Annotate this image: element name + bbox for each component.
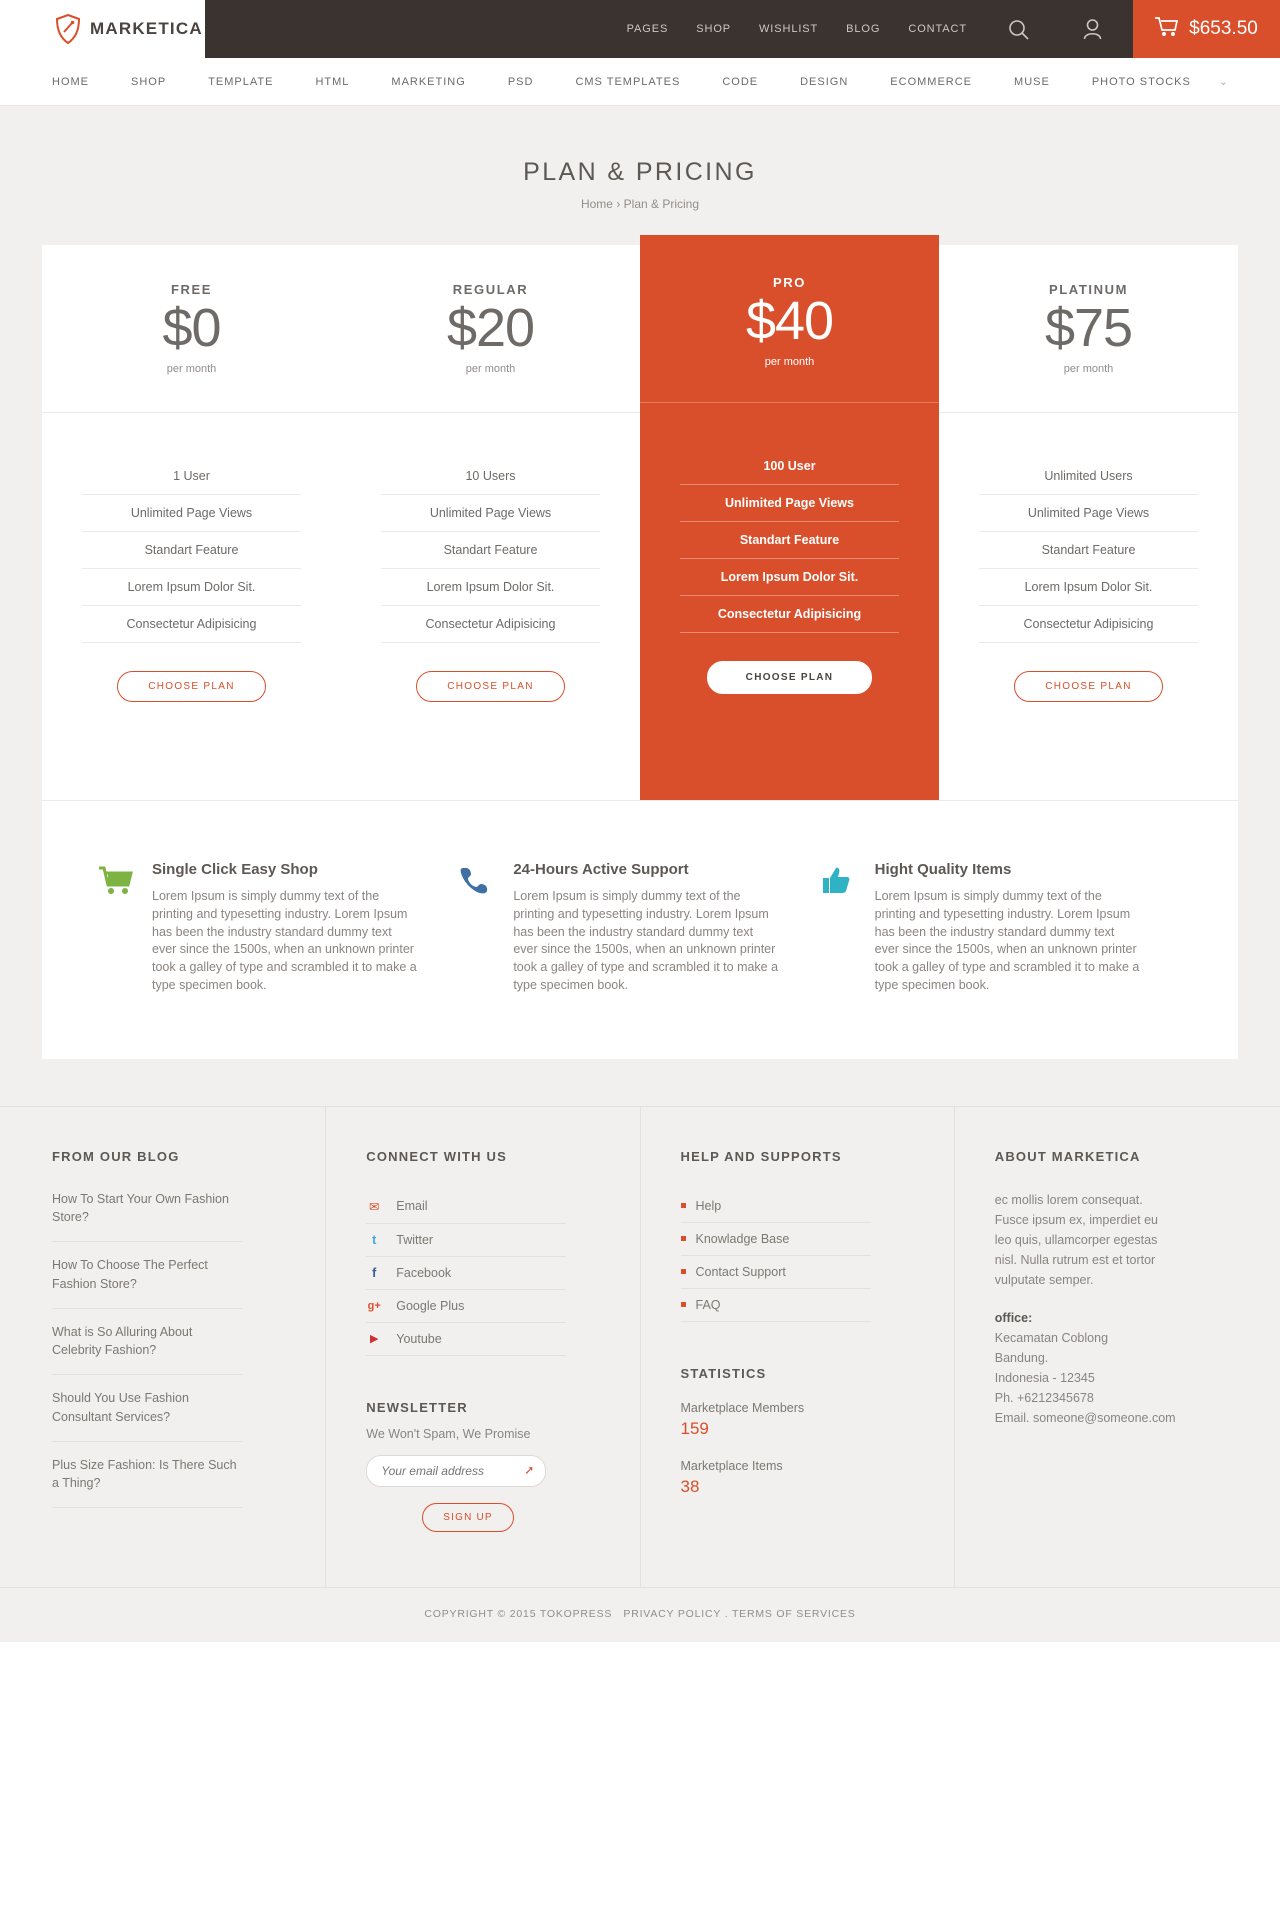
copyright-bar (0, 1587, 1280, 1642)
topnav-item-pages[interactable]: PAGES (626, 23, 669, 35)
plan-feature: Unlimited Page Views (979, 495, 1198, 532)
newsletter-title: NEWSLETTER (366, 1399, 468, 1415)
plan-period: per month (465, 363, 516, 375)
bullet-icon (681, 1203, 686, 1208)
plan-feature: Lorem Ipsum Dolor Sit. (82, 569, 301, 606)
feature-title: Single Click Easy Shop (152, 861, 318, 878)
about-text: ec mollis lorem consequat. Fusce ipsum ex, imperdiet eu leo quis, ullamcorper egestas nisl. Nulla rutrum est et tortor vulputate semper. (994, 1192, 1159, 1287)
content-area (0, 245, 1280, 1106)
social-link-youtube[interactable] (366, 1323, 566, 1356)
copyright-separator: . (724, 1607, 729, 1620)
nav-item-marketing[interactable]: MARKETING (391, 75, 466, 88)
site-footer (0, 1106, 1280, 1587)
stat-value-items: 38 (680, 1476, 700, 1496)
choose-plan-button-platinum[interactable]: CHOOSE PLAN (1014, 671, 1163, 702)
thumbs-up-icon (821, 861, 857, 995)
phone-icon (459, 861, 495, 995)
choose-plan-button-pro[interactable]: CHOOSE PLAN (707, 661, 873, 694)
cart-total: $653.50 (1189, 18, 1258, 39)
feature-text: Lorem Ipsum is simply dummy text of the printing and typesetting industry. Lorem Ipsum has been the industry standard dummy text ever since the 1500s, when an unknown printer took a galley of type and scrambled it to make a type specimen book. (513, 889, 779, 992)
choose-plan-button-regular[interactable]: CHOOSE PLAN (416, 671, 565, 702)
pricing-plan-pro (640, 235, 939, 800)
about-office-label: office: (994, 1310, 1033, 1325)
feature-single-click-easy-shop (98, 861, 459, 995)
newsletter-subtitle: We Won't Spam, We Promise (366, 1426, 531, 1441)
plan-feature: Standart Feature (82, 532, 301, 569)
plan-header (939, 245, 1238, 413)
nav-item-ecommerce[interactable]: ECOMMERCE (890, 75, 973, 88)
email-icon: ✉ (369, 1199, 380, 1214)
plan-feature: 100 User (680, 459, 899, 485)
breadcrumb-separator: › (616, 197, 621, 211)
feature-text: Lorem Ipsum is simply dummy text of the printing and typesetting industry. Lorem Ipsum has been the industry standard dummy text ever since the 1500s, when an unknown printer took a galley of type and scrambled it to make a type specimen book. (874, 889, 1140, 992)
social-label: Google Plus (396, 1298, 465, 1313)
logo-text: MARKETICA (90, 19, 203, 38)
nav-item-muse[interactable]: MUSE (1014, 75, 1050, 88)
twitter-icon: t (372, 1232, 377, 1247)
newsletter-signup-button[interactable]: SIGN UP (422, 1503, 514, 1532)
plan-period: per month (166, 363, 217, 375)
about-office-block (995, 1308, 1228, 1428)
statistics-title: STATISTICS (680, 1365, 767, 1381)
plan-feature: Lorem Ipsum Dolor Sit. (979, 569, 1198, 606)
social-link-email[interactable] (366, 1190, 566, 1224)
page-title: PLAN & PRICING (523, 158, 757, 186)
footer-blog-title: FROM OUR BLOG (52, 1148, 180, 1164)
plan-header (640, 235, 939, 403)
copyright-text: COPYRIGHT © 2015 TOKOPRESS (424, 1607, 613, 1620)
shopping-cart-icon (98, 861, 134, 995)
feature-text: Lorem Ipsum is simply dummy text of the printing and typesetting industry. Lorem Ipsum has been the industry standard dummy text ever since the 1500s, when an unknown printer took a galley of type and scrambled it to make a type specimen book. (152, 889, 417, 992)
search-icon[interactable] (995, 19, 1041, 40)
help-label: Knowladge Base (695, 1231, 790, 1246)
footer-help-column (641, 1107, 955, 1587)
plan-period: per month (764, 356, 815, 368)
topnav-item-wishlist[interactable]: WISHLIST (759, 23, 819, 35)
plan-feature: Lorem Ipsum Dolor Sit. (680, 559, 899, 596)
about-email: Email. someone@someone.com (994, 1410, 1176, 1425)
help-link-knowledge-base[interactable] (681, 1223, 871, 1256)
plan-price: $75 (1044, 298, 1133, 358)
breadcrumb-home[interactable]: Home (580, 197, 613, 211)
social-link-facebook[interactable] (366, 1257, 566, 1290)
footer-connect-column (326, 1107, 640, 1587)
features-section (42, 800, 1238, 1059)
plan-period: per month (1063, 363, 1114, 375)
plan-feature: Standart Feature (680, 522, 899, 559)
youtube-icon: ▶ (370, 1333, 379, 1345)
terms-of-services-link[interactable]: TERMS OF SERVICES (731, 1607, 856, 1620)
plan-feature: Unlimited Page Views (381, 495, 600, 532)
plan-feature: Consectetur Adipisicing (82, 606, 301, 643)
user-account-icon[interactable] (1069, 19, 1115, 40)
bullet-icon (681, 1302, 686, 1307)
chevron-down-icon[interactable]: ⌄ (1218, 76, 1228, 88)
breadcrumb-current: Plan & Pricing (623, 197, 700, 211)
nav-item-photo-stocks[interactable]: PHOTO STOCKS (1091, 75, 1191, 88)
logo[interactable] (0, 0, 205, 58)
nav-item-design[interactable]: DESIGN (800, 75, 849, 88)
bullet-icon (681, 1236, 686, 1241)
plan-title: REGULAR (452, 282, 529, 297)
help-link-faq[interactable] (681, 1289, 871, 1322)
footer-blog-post[interactable]: Plus Size Fashion: Is There Such a Thing? (52, 1456, 242, 1509)
social-label: Facebook (396, 1265, 452, 1280)
choose-plan-button-free[interactable]: CHOOSE PLAN (117, 671, 266, 702)
plan-feature: Unlimited Page Views (82, 495, 301, 532)
nav-item-html[interactable]: HTML (315, 75, 350, 88)
stat-value-members: 159 (680, 1418, 709, 1438)
nav-item-shop[interactable]: SHOP (131, 75, 167, 88)
facebook-icon: f (372, 1265, 377, 1280)
page-header (0, 106, 1280, 245)
shopping-cart-icon (1155, 16, 1179, 43)
plan-feature: Consectetur Adipisicing (680, 596, 899, 633)
social-link-twitter[interactable] (366, 1224, 566, 1257)
footer-about-title: ABOUT MARKETICA (994, 1148, 1141, 1164)
plan-feature: Standart Feature (381, 532, 600, 569)
topnav-item-contact[interactable]: CONTACT (908, 23, 967, 35)
topnav-item-shop[interactable]: SHOP (696, 23, 732, 35)
topnav-item-blog[interactable]: BLOG (846, 23, 881, 35)
plan-title: FREE (170, 282, 213, 297)
social-label: Twitter (396, 1232, 434, 1247)
main-nav (0, 58, 1280, 106)
plan-feature: Consectetur Adipisicing (979, 606, 1198, 643)
pricing-plan-free (42, 245, 341, 800)
pricing-table (42, 245, 1238, 800)
logo-shield-icon (55, 14, 81, 44)
help-label: Help (695, 1198, 722, 1213)
pricing-plan-platinum (939, 245, 1238, 800)
plan-header (341, 245, 640, 413)
footer-blog-post[interactable]: How To Choose The Perfect Fashion Store? (52, 1256, 242, 1309)
help-label: FAQ (695, 1297, 721, 1312)
footer-blog-post[interactable]: How To Start Your Own Fashion Store? (52, 1190, 242, 1243)
bullet-icon (681, 1269, 686, 1274)
plan-feature: Consectetur Adipisicing (381, 606, 600, 643)
footer-blog-post[interactable]: Should You Use Fashion Consultant Services? (52, 1389, 242, 1442)
plan-feature: 10 Users (381, 469, 600, 495)
about-phone: Ph. +6212345678 (994, 1390, 1094, 1405)
nav-item-cms-templates[interactable]: CMS TEMPLATES (575, 75, 681, 88)
plan-feature: 1 User (82, 469, 301, 495)
stat-label-members: Marketplace Members (680, 1400, 805, 1415)
help-link-help[interactable] (681, 1190, 871, 1223)
help-link-contact-support[interactable] (681, 1256, 871, 1289)
plan-title: PLATINUM (1049, 282, 1128, 297)
plan-body (42, 413, 341, 788)
plan-feature: Unlimited Page Views (680, 485, 899, 522)
feature-title: Hight Quality Items (874, 861, 1012, 878)
plan-price: $40 (745, 291, 834, 351)
feature-title: 24-Hours Active Support (513, 861, 689, 878)
plan-body (939, 413, 1238, 788)
footer-about-column (955, 1107, 1280, 1587)
plan-feature: Unlimited Users (979, 469, 1198, 495)
stat-label-items: Marketplace Items (680, 1458, 783, 1473)
privacy-policy-link[interactable]: PRIVACY POLICY (623, 1607, 721, 1620)
about-address-line-3: Indonesia - 12345 (994, 1370, 1095, 1385)
social-label: Youtube (396, 1331, 442, 1346)
feature-24-hours-active-support (459, 861, 820, 995)
plan-body (341, 413, 640, 788)
newsletter-input-wrap (366, 1455, 546, 1487)
nav-item-code[interactable]: CODE (722, 75, 759, 88)
plan-body (640, 403, 939, 790)
google-plus-icon: g+ (367, 1299, 381, 1312)
footer-help-title: HELP AND SUPPORTS (680, 1148, 842, 1164)
nav-item-psd[interactable]: PSD (507, 75, 534, 88)
send-arrow-icon[interactable]: ➚ (524, 1462, 535, 1477)
cart-button[interactable] (1133, 0, 1280, 58)
plan-price: $20 (446, 298, 535, 358)
breadcrumb (0, 197, 1280, 211)
plan-price: $0 (162, 298, 221, 358)
about-address-line-2: Bandung. (994, 1350, 1049, 1365)
plan-feature: Standart Feature (979, 532, 1198, 569)
pricing-panel (42, 245, 1238, 1059)
feature-hight-quality-items (821, 861, 1182, 995)
footer-blog-column (0, 1107, 326, 1587)
footer-blog-post[interactable]: What is So Alluring About Celebrity Fashion? (52, 1323, 242, 1376)
newsletter-email-input[interactable] (366, 1455, 546, 1487)
plan-title: PRO (773, 275, 806, 290)
nav-item-home[interactable]: HOME (52, 75, 89, 88)
social-label: Email (396, 1199, 428, 1213)
plan-feature: Lorem Ipsum Dolor Sit. (381, 569, 600, 606)
pricing-plan-regular (341, 245, 640, 800)
footer-connect-title: CONNECT WITH US (366, 1148, 508, 1164)
about-address-line-1: Kecamatan Coblong (994, 1330, 1109, 1345)
help-label: Contact Support (695, 1264, 786, 1279)
nav-item-template[interactable]: TEMPLATE (208, 75, 274, 88)
plan-header (42, 245, 341, 413)
top-nav (205, 0, 1133, 58)
social-link-google-plus[interactable] (366, 1290, 566, 1323)
top-bar (0, 0, 1280, 58)
